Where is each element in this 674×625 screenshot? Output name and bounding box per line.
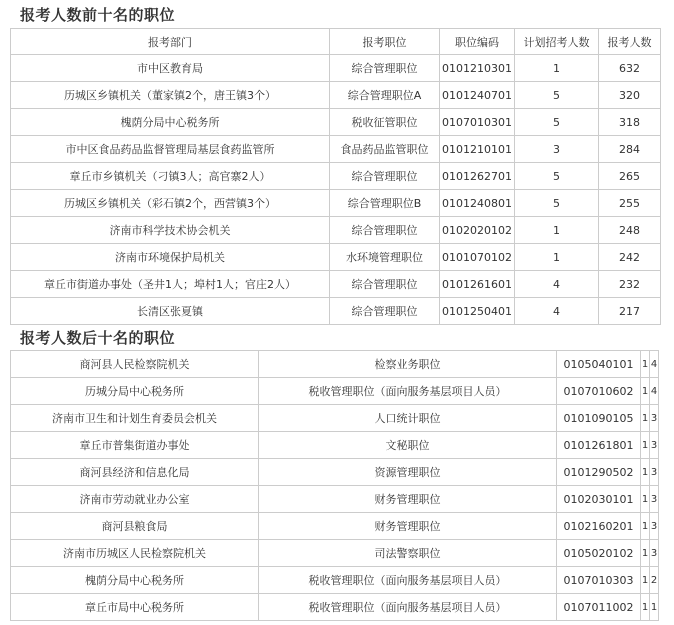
cell-planned: 1 bbox=[641, 594, 650, 621]
table-row bbox=[11, 513, 659, 540]
cell-position: 综合管理职位 bbox=[330, 298, 440, 325]
cell-applicants: 255 bbox=[599, 190, 661, 217]
cell-applicants: 217 bbox=[599, 298, 661, 325]
cell-position: 税收管理职位（面向服务基层项目人员） bbox=[259, 378, 557, 405]
cell-applicants: 2 bbox=[650, 567, 659, 594]
cell-applicants: 248 bbox=[599, 217, 661, 244]
cell-department: 济南市科学技术协会机关 bbox=[11, 217, 330, 244]
cell-code: 0107010301 bbox=[440, 109, 515, 136]
cell-department: 历城分局中心税务所 bbox=[11, 378, 259, 405]
table-row bbox=[11, 163, 661, 190]
cell-position: 综合管理职位 bbox=[330, 217, 440, 244]
bottom-ten-table bbox=[10, 350, 659, 621]
table-row bbox=[11, 190, 661, 217]
cell-position: 检察业务职位 bbox=[259, 351, 557, 378]
cell-applicants: 4 bbox=[650, 351, 659, 378]
cell-code: 0102160201 bbox=[557, 513, 641, 540]
cell-code: 0107010602 bbox=[557, 378, 641, 405]
cell-department: 济南市卫生和计划生育委员会机关 bbox=[11, 405, 259, 432]
table-row bbox=[11, 298, 661, 325]
cell-code: 0105040101 bbox=[557, 351, 641, 378]
cell-department: 历城区乡镇机关（彩石镇2个，西营镇3个） bbox=[11, 190, 330, 217]
table-row bbox=[11, 540, 659, 567]
cell-applicants: 232 bbox=[599, 271, 661, 298]
cell-position: 综合管理职位 bbox=[330, 55, 440, 82]
cell-planned: 4 bbox=[515, 298, 599, 325]
cell-planned: 1 bbox=[641, 459, 650, 486]
cell-department: 市中区食品药品监督管理局基层食药监管所 bbox=[11, 136, 330, 163]
table-row bbox=[11, 109, 661, 136]
cell-applicants: 265 bbox=[599, 163, 661, 190]
cell-planned: 1 bbox=[641, 567, 650, 594]
table-row bbox=[11, 405, 659, 432]
cell-department: 市中区教育局 bbox=[11, 55, 330, 82]
cell-applicants: 242 bbox=[599, 244, 661, 271]
cell-department: 商河县经济和信息化局 bbox=[11, 459, 259, 486]
cell-planned: 1 bbox=[641, 432, 650, 459]
cell-code: 0101290502 bbox=[557, 459, 641, 486]
header-department: 报考部门 bbox=[11, 29, 330, 55]
cell-planned: 1 bbox=[641, 378, 650, 405]
cell-planned: 4 bbox=[515, 271, 599, 298]
cell-planned: 1 bbox=[641, 540, 650, 567]
header-planned: 计划招考人数 bbox=[515, 29, 599, 55]
header-position: 报考职位 bbox=[330, 29, 440, 55]
cell-planned: 1 bbox=[515, 244, 599, 271]
top-ten-table bbox=[10, 28, 661, 325]
cell-position: 税收管理职位（面向服务基层项目人员） bbox=[259, 567, 557, 594]
cell-department: 槐荫分局中心税务所 bbox=[11, 567, 259, 594]
cell-code: 0101250401 bbox=[440, 298, 515, 325]
cell-planned: 1 bbox=[641, 513, 650, 540]
cell-department: 济南市环境保护局机关 bbox=[11, 244, 330, 271]
cell-code: 0105020102 bbox=[557, 540, 641, 567]
cell-planned: 1 bbox=[641, 351, 650, 378]
cell-applicants: 320 bbox=[599, 82, 661, 109]
cell-position: 综合管理职位A bbox=[330, 82, 440, 109]
bottom-ten-title: 报考人数后十名的职位 bbox=[20, 329, 176, 347]
cell-department: 章丘市普集街道办事处 bbox=[11, 432, 259, 459]
cell-code: 0101261601 bbox=[440, 271, 515, 298]
cell-code: 0101210101 bbox=[440, 136, 515, 163]
cell-department: 济南市历城区人民检察院机关 bbox=[11, 540, 259, 567]
cell-code: 0101240701 bbox=[440, 82, 515, 109]
cell-applicants: 4 bbox=[650, 378, 659, 405]
cell-planned: 1 bbox=[641, 486, 650, 513]
table-row bbox=[11, 486, 659, 513]
cell-code: 0101090105 bbox=[557, 405, 641, 432]
cell-department: 章丘市局中心税务所 bbox=[11, 594, 259, 621]
cell-position: 税收征管职位 bbox=[330, 109, 440, 136]
cell-applicants: 3 bbox=[650, 486, 659, 513]
cell-code: 0102020102 bbox=[440, 217, 515, 244]
table-row bbox=[11, 594, 659, 621]
cell-planned: 5 bbox=[515, 109, 599, 136]
table-header-row bbox=[11, 29, 661, 55]
cell-planned: 5 bbox=[515, 82, 599, 109]
cell-position: 文秘职位 bbox=[259, 432, 557, 459]
table-row bbox=[11, 459, 659, 486]
cell-planned: 5 bbox=[515, 163, 599, 190]
table-row bbox=[11, 378, 659, 405]
cell-code: 0101262701 bbox=[440, 163, 515, 190]
top-ten-title: 报考人数前十名的职位 bbox=[20, 6, 176, 24]
cell-position: 税收管理职位（面向服务基层项目人员） bbox=[259, 594, 557, 621]
cell-applicants: 284 bbox=[599, 136, 661, 163]
table-row bbox=[11, 217, 661, 244]
cell-code: 0102030101 bbox=[557, 486, 641, 513]
cell-position: 综合管理职位 bbox=[330, 163, 440, 190]
cell-position: 人口统计职位 bbox=[259, 405, 557, 432]
cell-position: 资源管理职位 bbox=[259, 459, 557, 486]
cell-position: 司法警察职位 bbox=[259, 540, 557, 567]
cell-position: 食品药品监管职位 bbox=[330, 136, 440, 163]
cell-applicants: 3 bbox=[650, 459, 659, 486]
cell-applicants: 318 bbox=[599, 109, 661, 136]
table-row bbox=[11, 567, 659, 594]
cell-code: 0107010303 bbox=[557, 567, 641, 594]
cell-department: 商河县人民检察院机关 bbox=[11, 351, 259, 378]
cell-code: 0101261801 bbox=[557, 432, 641, 459]
header-code: 职位编码 bbox=[440, 29, 515, 55]
cell-department: 济南市劳动就业办公室 bbox=[11, 486, 259, 513]
cell-position: 财务管理职位 bbox=[259, 513, 557, 540]
cell-code: 0101210301 bbox=[440, 55, 515, 82]
cell-applicants: 1 bbox=[650, 594, 659, 621]
cell-position: 综合管理职位 bbox=[330, 271, 440, 298]
table-row bbox=[11, 351, 659, 378]
cell-position: 水环境管理职位 bbox=[330, 244, 440, 271]
cell-applicants: 3 bbox=[650, 540, 659, 567]
cell-department: 章丘市乡镇机关（刁镇3人；高官寨2人） bbox=[11, 163, 330, 190]
cell-planned: 1 bbox=[515, 55, 599, 82]
table-row bbox=[11, 244, 661, 271]
cell-applicants: 3 bbox=[650, 513, 659, 540]
cell-applicants: 632 bbox=[599, 55, 661, 82]
cell-planned: 1 bbox=[641, 405, 650, 432]
table-row bbox=[11, 82, 661, 109]
cell-code: 0101240801 bbox=[440, 190, 515, 217]
cell-code: 0101070102 bbox=[440, 244, 515, 271]
cell-position: 综合管理职位B bbox=[330, 190, 440, 217]
cell-department: 商河县粮食局 bbox=[11, 513, 259, 540]
cell-department: 槐荫分局中心税务所 bbox=[11, 109, 330, 136]
table-row bbox=[11, 271, 661, 298]
cell-applicants: 3 bbox=[650, 405, 659, 432]
cell-department: 长清区张夏镇 bbox=[11, 298, 330, 325]
cell-department: 历城区乡镇机关（董家镇2个，唐王镇3个） bbox=[11, 82, 330, 109]
header-applicants: 报考人数 bbox=[599, 29, 661, 55]
table-row bbox=[11, 55, 661, 82]
cell-code: 0107011002 bbox=[557, 594, 641, 621]
cell-planned: 1 bbox=[515, 217, 599, 244]
cell-planned: 5 bbox=[515, 190, 599, 217]
cell-planned: 3 bbox=[515, 136, 599, 163]
table-row bbox=[11, 136, 661, 163]
cell-department: 章丘市街道办事处（圣井1人；埠村1人；官庄2人） bbox=[11, 271, 330, 298]
cell-position: 财务管理职位 bbox=[259, 486, 557, 513]
cell-applicants: 3 bbox=[650, 432, 659, 459]
table-row bbox=[11, 432, 659, 459]
